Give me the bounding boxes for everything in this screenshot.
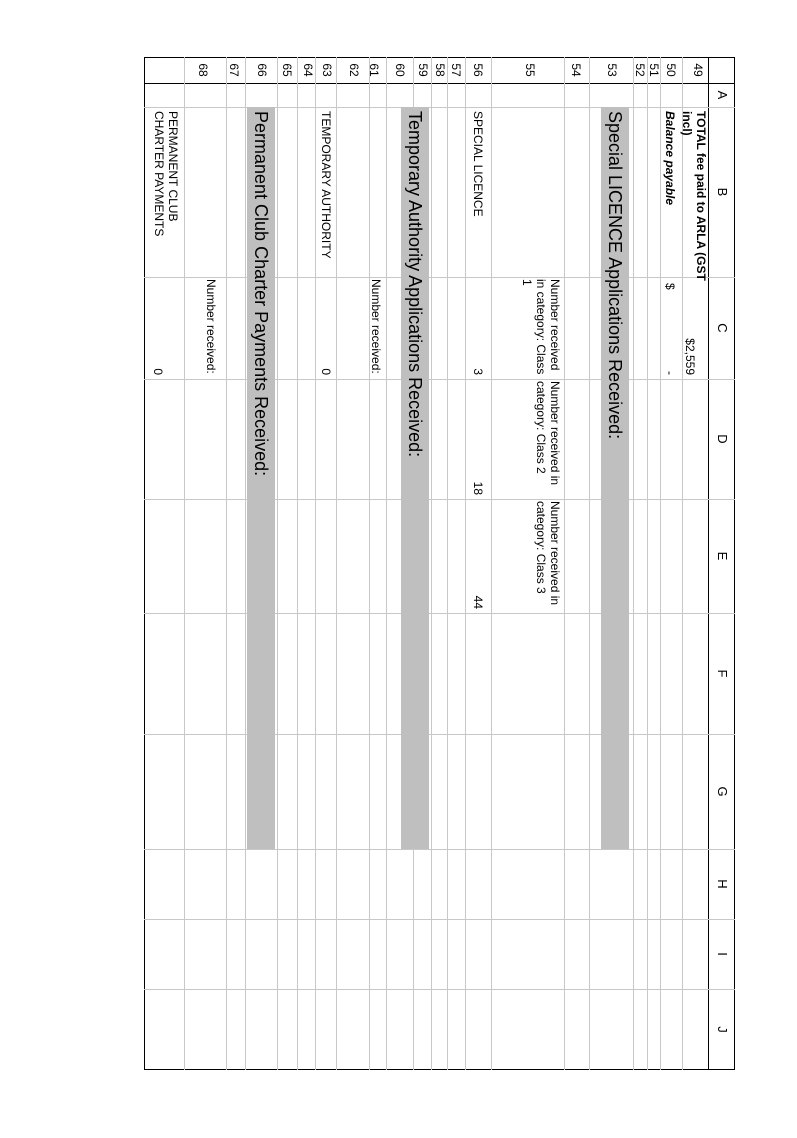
corner-cell[interactable] xyxy=(709,57,735,83)
col-header-b[interactable]: B xyxy=(715,187,730,197)
temporary-authority-banner: Temporary Authority Applications Received: xyxy=(401,107,429,849)
special-licence-banner: Special LICENCE Applications Received: xyxy=(601,107,629,849)
balance-currency: $ xyxy=(663,283,677,290)
temporary-authority-label: TEMPORARY AUTHORITY xyxy=(319,111,333,259)
special-class1-value[interactable]: 3 xyxy=(471,368,485,375)
club-charter-label: PERMANENT CLUB CHARTER PAYMENTS xyxy=(152,111,180,237)
row-header-54[interactable]: 54 xyxy=(569,63,583,77)
row-header-57[interactable]: 57 xyxy=(449,63,463,77)
col-header-j[interactable]: J xyxy=(715,1026,730,1033)
special-class2-value[interactable]: 18 xyxy=(471,481,485,495)
special-class1-header: Number received in category: Class 1 xyxy=(520,279,562,375)
row-header-62[interactable]: 62 xyxy=(347,63,361,77)
total-fee-label: TOTAL fee paid to ARLA (GST incl) xyxy=(680,111,708,281)
special-licence-label: SPECIAL LICENCE xyxy=(471,111,485,217)
row-header-52[interactable]: 52 xyxy=(633,63,647,77)
spreadsheet xyxy=(144,57,735,1070)
col-header-i[interactable]: I xyxy=(715,952,730,956)
club-charter-value[interactable]: 0 xyxy=(151,368,165,375)
row-header-67[interactable]: 67 xyxy=(227,63,241,77)
special-class2-header: Number received in category: Class 2 xyxy=(534,381,562,486)
total-fee-value: $2,559 xyxy=(683,338,697,375)
row-header-59[interactable]: 59 xyxy=(416,63,430,77)
row-header-66[interactable]: 66 xyxy=(255,63,269,77)
row-header-64[interactable]: 64 xyxy=(301,63,315,77)
row-header-68[interactable]: 68 xyxy=(196,63,210,77)
row-header-63[interactable]: 63 xyxy=(320,63,334,77)
temporary-authority-header: Number received: xyxy=(369,279,383,374)
club-charter-banner: Permanent Club Charter Payments Received: xyxy=(247,107,275,849)
temporary-authority-value[interactable]: 0 xyxy=(319,368,333,375)
row-header-50[interactable]: 50 xyxy=(664,63,678,77)
balance-value: - xyxy=(663,371,677,375)
row-header-51[interactable]: 51 xyxy=(647,63,661,77)
row-header-49[interactable]: 49 xyxy=(691,63,705,77)
col-header-h[interactable]: H xyxy=(715,879,730,889)
row-header-58[interactable]: 58 xyxy=(433,63,447,77)
special-class3-header: Number received in category: Class 3 xyxy=(534,501,562,606)
row-header-65[interactable]: 65 xyxy=(280,63,294,77)
row-header-56[interactable]: 56 xyxy=(471,63,485,77)
club-charter-header: Number received: xyxy=(204,279,218,374)
col-header-f[interactable]: F xyxy=(715,669,730,678)
col-header-a[interactable]: A xyxy=(715,90,730,100)
row-header-61[interactable]: 61 xyxy=(367,63,381,77)
balance-label: Balance payable xyxy=(663,111,677,206)
col-header-e[interactable]: E xyxy=(715,551,730,561)
row-header-55[interactable]: 55 xyxy=(523,63,537,77)
row-header-60[interactable]: 60 xyxy=(393,63,407,77)
col-header-c[interactable]: C xyxy=(715,323,730,333)
row-header-53[interactable]: 53 xyxy=(605,63,619,77)
special-class3-value[interactable]: 44 xyxy=(471,595,485,609)
col-header-d[interactable]: D xyxy=(715,434,730,444)
col-header-g[interactable]: G xyxy=(715,786,730,797)
